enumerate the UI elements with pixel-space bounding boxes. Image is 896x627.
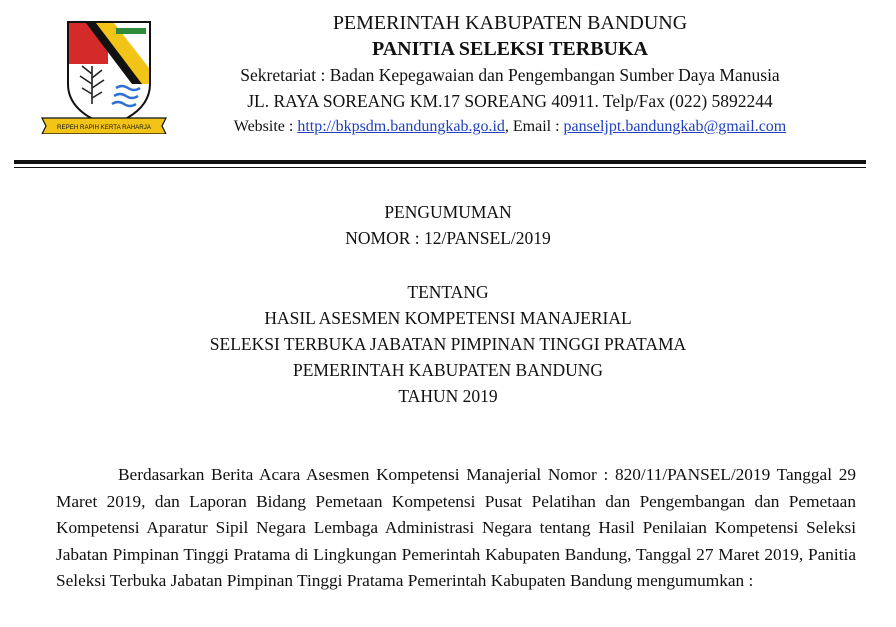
org-line: PEMERINTAH KABUPATEN BANDUNG (332, 12, 688, 34)
subject-line: SELEKSI TERBUKA JABATAN PIMPINAN TINGGI PRATAMA (209, 334, 687, 354)
secretariat-line: Sekretariat : Badan Kepegawaian dan Pengembangan Sumber Daya Manusia (240, 65, 780, 85)
subject-line: TAHUN 2019 (398, 386, 498, 406)
announcement-subject-block (0, 279, 896, 409)
about-label: TENTANG (407, 282, 489, 302)
contact-line (180, 114, 840, 140)
website-label: Website : (233, 118, 298, 135)
subject-line: PEMERINTAH KABUPATEN BANDUNG (292, 360, 604, 380)
email-label: , Email : (504, 118, 564, 135)
motto-text: REPEH RAPIH KERTA RAHARJA (57, 124, 151, 131)
committee-name: PANITIA SELEKSI TERBUKA (371, 38, 648, 60)
website-link[interactable]: http://bkpsdm.bandungkab.go.id (297, 118, 505, 135)
letterhead-divider-thick (14, 160, 866, 164)
letterhead-divider-thin (14, 167, 866, 168)
announcement-heading-block (0, 199, 896, 251)
kabupaten-bandung-emblem (38, 18, 170, 134)
email-link[interactable]: panseljpt.bandungkab@gmail.com (563, 118, 787, 135)
address-line: JL. RAYA SOREANG KM.17 SOREANG 40911. Telp/Fax (022) 5892244 (247, 91, 773, 111)
shield-green-bar (116, 28, 146, 34)
letterhead (180, 10, 840, 140)
subject-line: HASIL ASESMEN KOMPETENSI MANAJERIAL (264, 308, 632, 328)
announcement-heading: PENGUMUMAN (384, 202, 512, 222)
announcement-number: NOMOR : 12/PANSEL/2019 (345, 228, 551, 248)
body-paragraph: Berdasarkan Berita Acara Asesmen Kompetensi Manajerial Nomor : 820/11/PANSEL/2019 Tanggal 29 Maret 2019, dan Laporan Bidang Pemetaan Kompetensi Pusat Pelatihan dan Pengembangan dan Pemetaan Kompetensi Aparatur Sipil Negara Lembaga Administrasi Negara tentang Hasil Penilaian Kompetensi Seleksi Jabatan Pimpinan Tinggi Pratama di Lingkungan Pemerintah Kabupaten Bandung, Tanggal 27 Maret 2019, Panitia Seleksi Terbuka Jabatan Pimpinan Tinggi Pratama Pemerintah Kabupaten Bandung mengumumkan : (56, 465, 856, 590)
